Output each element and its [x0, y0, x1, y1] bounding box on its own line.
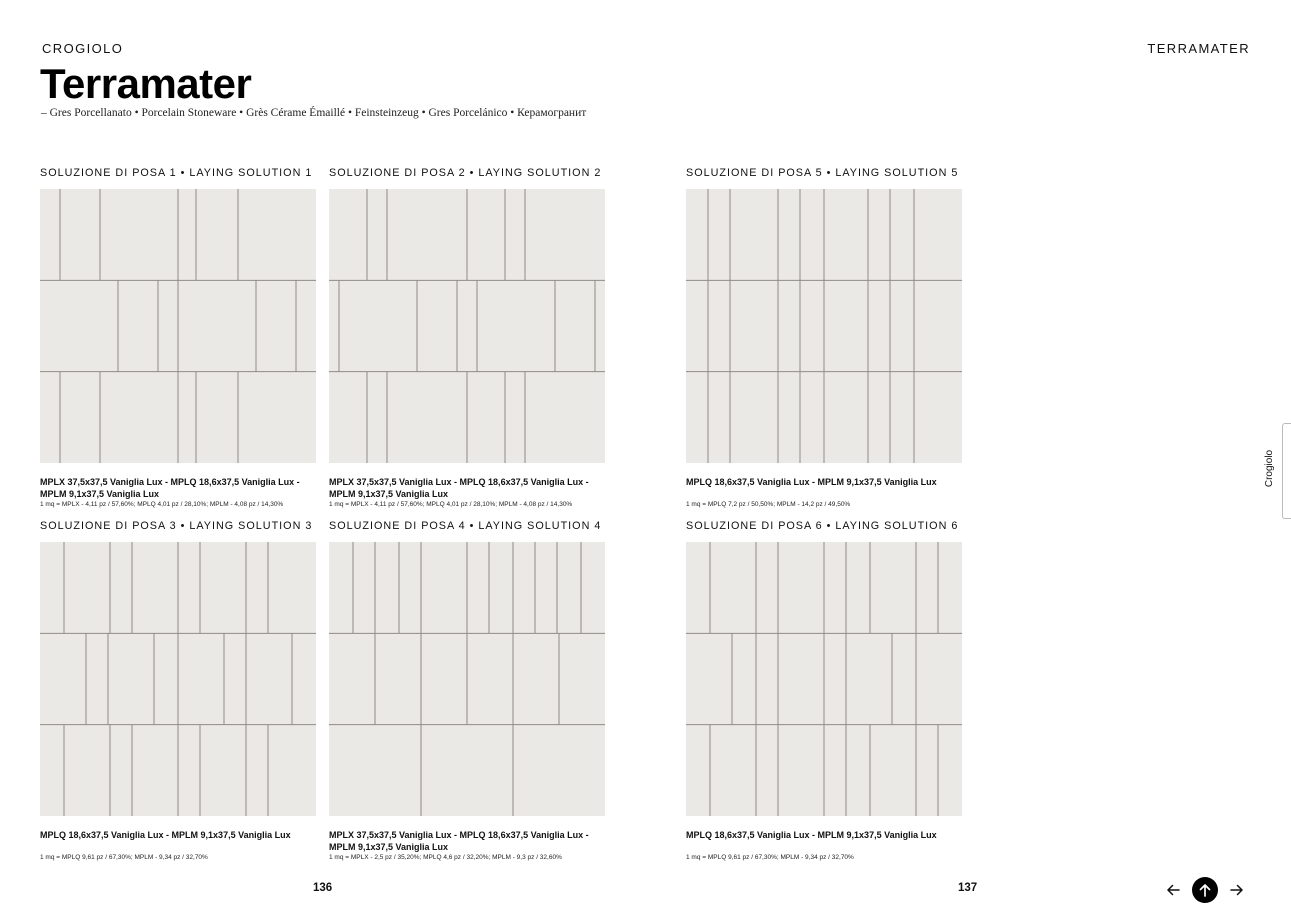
laying-solution-5 [686, 167, 962, 508]
arrow-right-icon [1230, 883, 1244, 897]
tile-pattern-image [329, 542, 605, 816]
page-number-left: 136 [313, 882, 333, 894]
tile-pattern-svg [329, 542, 605, 816]
solution-title: SOLUZIONE DI POSA 3 • LAYING SOLUTION 3 [40, 520, 313, 532]
page-title: Terramater [40, 60, 252, 107]
solution-title: SOLUZIONE DI POSA 1 • LAYING SOLUTION 1 [40, 167, 313, 179]
laying-solution-3 [40, 520, 316, 861]
laying-solution-6 [686, 520, 962, 861]
tile-pattern-svg [329, 189, 605, 463]
page-subtitle: – Gres Porcellanato • Porcelain Stoneware • Grès Cérame Émaillé • Feinsteinzeug • Gres Porcelánico • Керамогранит [41, 107, 587, 119]
arrow-up-icon [1198, 883, 1212, 897]
side-tab-bracket [1282, 423, 1291, 519]
tile-pattern-image [686, 542, 962, 816]
solution-title: SOLUZIONE DI POSA 6 • LAYING SOLUTION 6 [686, 520, 959, 532]
brand-right: TERRAMATER [1147, 41, 1250, 56]
arrow-left-icon [1166, 883, 1180, 897]
solution-note: 1 mq = MPLQ 9,61 pz / 67,30%; MPLM - 9,34 pz / 32,70% [40, 854, 208, 861]
page-number-right: 137 [958, 882, 978, 894]
solution-note: 1 mq = MPLX - 4,11 pz / 57,60%; MPLQ 4,01 pz / 28,10%; MPLM - 4,08 pz / 14,30% [40, 501, 284, 508]
tile-pattern-image [329, 189, 605, 463]
tile-pattern-svg [40, 189, 316, 463]
solution-note: 1 mq = MPLX - 4,11 pz / 57,60%; MPLQ 4,01 pz / 28,10%; MPLM - 4,08 pz / 14,30% [329, 501, 573, 508]
solution-note: 1 mq = MPLX - 2,5 pz / 35,20%; MPLQ 4,6 pz / 32,20%; MPLM - 9,3 pz / 32,60% [329, 854, 562, 861]
tile-pattern-image [686, 189, 962, 463]
brand-left: CROGIOLO [42, 41, 124, 56]
solution-note: 1 mq = MPLQ 7,2 pz / 50,50%; MPLM - 14,2 pz / 49,50% [686, 501, 851, 508]
solution-note: 1 mq = MPLQ 9,61 pz / 67,30%; MPLM - 9,34 pz / 32,70% [686, 854, 854, 861]
solution-caption: MPLQ 18,6x37,5 Vaniglia Lux - MPLM 9,1x37,5 Vaniglia Lux [686, 830, 937, 840]
solution-title: SOLUZIONE DI POSA 4 • LAYING SOLUTION 4 [329, 520, 602, 532]
side-tab-crogiolo[interactable] [1261, 423, 1291, 519]
laying-solution-4 [329, 520, 605, 861]
next-page-button[interactable] [1224, 877, 1250, 903]
solution-caption: MPLX 37,5x37,5 Vaniglia Lux - MPLQ 18,6x37,5 Vaniglia Lux - MPLM 9,1x37,5 Vaniglia Lux [329, 830, 589, 852]
tile-pattern-svg [40, 542, 316, 816]
solution-caption: MPLX 37,5x37,5 Vaniglia Lux - MPLQ 18,6x37,5 Vaniglia Lux - MPLM 9,1x37,5 Vaniglia Lux [329, 477, 589, 499]
tile-pattern-svg [686, 542, 962, 816]
side-tab-label: Crogiolo [1264, 449, 1276, 488]
laying-solution-2 [329, 167, 605, 508]
solution-caption: MPLQ 18,6x37,5 Vaniglia Lux - MPLM 9,1x37,5 Vaniglia Lux [40, 830, 291, 840]
laying-solution-1 [40, 167, 316, 508]
solution-caption: MPLX 37,5x37,5 Vaniglia Lux - MPLQ 18,6x37,5 Vaniglia Lux - MPLM 9,1x37,5 Vaniglia Lux [40, 477, 300, 499]
prev-page-button[interactable] [1160, 877, 1186, 903]
solution-caption: MPLQ 18,6x37,5 Vaniglia Lux - MPLM 9,1x37,5 Vaniglia Lux [686, 477, 937, 487]
tile-pattern-svg [686, 189, 962, 463]
tile-pattern-image [40, 542, 316, 816]
scroll-top-button[interactable] [1192, 877, 1218, 903]
solution-title: SOLUZIONE DI POSA 2 • LAYING SOLUTION 2 [329, 167, 602, 179]
solution-title: SOLUZIONE DI POSA 5 • LAYING SOLUTION 5 [686, 167, 959, 179]
tile-pattern-image [40, 189, 316, 463]
